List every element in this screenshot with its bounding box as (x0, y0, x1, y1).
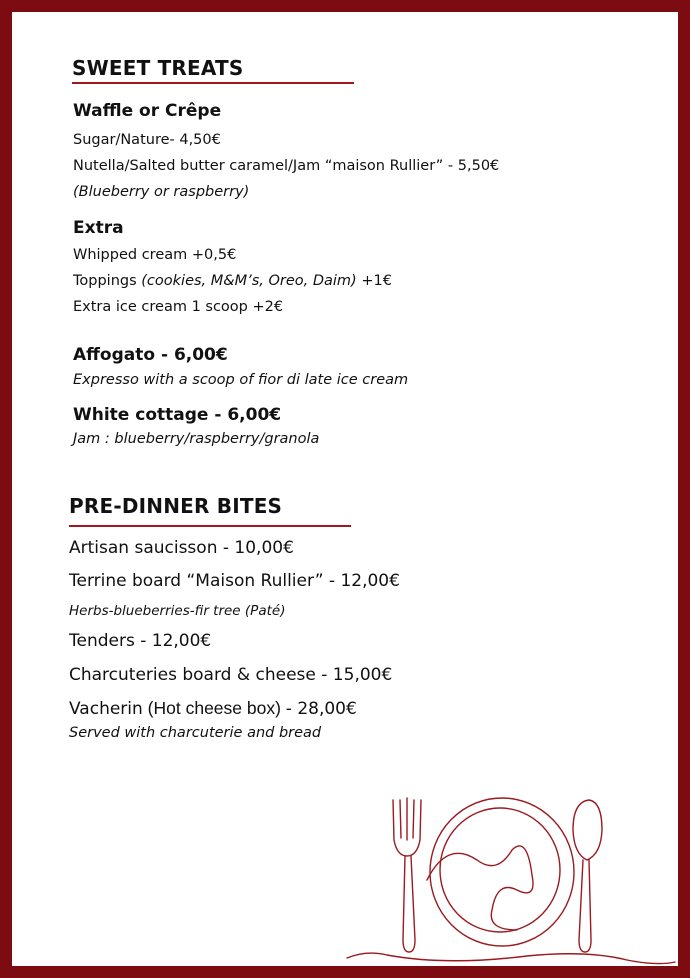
vacherin-item (69, 698, 357, 719)
toppings-price: +1€ (356, 273, 392, 289)
vacherin-price: - 28,00€ (285, 699, 357, 719)
sweet-treats-title: SWEET TREATS (72, 56, 244, 80)
affogato-heading: Affogato - 6,00€ (73, 345, 228, 365)
waffle-sugar-price: Sugar/Nature- 4,50€ (73, 132, 221, 148)
saucisson-item: Artisan saucisson - 10,00€ (69, 538, 294, 558)
terrine-description: Herbs-blueberries-fir tree (Paté) (69, 603, 286, 619)
vacherin-name: Vacherin (69, 699, 143, 719)
extra-toppings (73, 273, 392, 289)
charcuterie-item: Charcuteries board & cheese - 15,00€ (69, 665, 393, 685)
affogato-description: Expresso with a scoop of fior di late ice cream (73, 372, 409, 388)
sweet-treats-underline (72, 82, 354, 84)
white-cottage-heading: White cottage - 6,00€ (73, 405, 282, 425)
waffle-nutella-price: Nutella/Salted butter caramel/Jam “maison Rullier” - 5,50€ (73, 158, 500, 174)
tenders-item: Tenders - 12,00€ (69, 631, 212, 651)
waffle-heading: Waffle or Crêpe (73, 101, 222, 121)
fork-plate-spoon-line-drawing-icon (327, 780, 677, 966)
extra-heading: Extra (73, 218, 124, 238)
vacherin-note: (Hot cheese box) (142, 698, 286, 718)
pre-dinner-title: PRE-DINNER BITES (69, 494, 283, 518)
pre-dinner-underline (69, 525, 351, 527)
toppings-label: Toppings (73, 273, 142, 289)
extra-whipped-cream: Whipped cream +0,5€ (73, 247, 237, 263)
toppings-list: (cookies, M&M’s, Oreo, Daim) (141, 273, 357, 289)
terrine-item: Terrine board “Maison Rullier” - 12,00€ (69, 571, 400, 591)
menu-page (12, 12, 678, 966)
vacherin-description: Served with charcuterie and bread (69, 725, 322, 741)
white-cottage-description: Jam : blueberry/raspberry/granola (73, 431, 320, 447)
extra-ice-cream: Extra ice cream 1 scoop +2€ (73, 299, 284, 315)
waffle-jam-flavours: (Blueberry or raspberry) (73, 184, 250, 200)
